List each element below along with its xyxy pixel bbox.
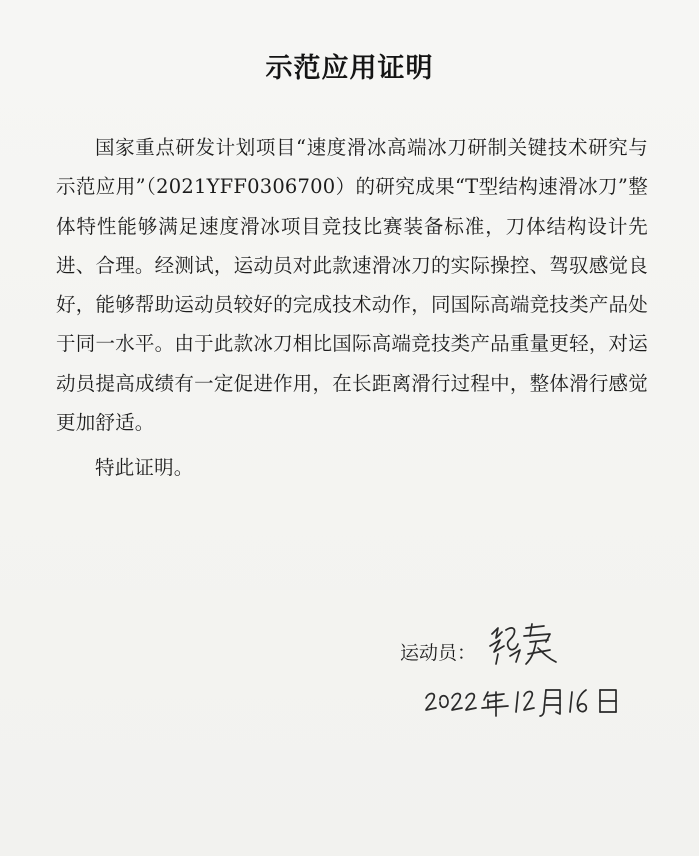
athlete-label: 运动员：: [400, 642, 477, 664]
handwritten-signature: [486, 620, 566, 670]
signature-block: [400, 618, 640, 728]
main-paragraph: 国家重点研发计划项目“速度滑冰高端冰刀研制关键技术研究与示范应用”（2021YFF0306700）的研究成果“T型结构速滑冰刀”整体特性能够满足速度滑冰项目竞技比赛装备标准，刀体结构设计先进、合理。经测试，运动员对此款速滑冰刀的实际操控、驾驭感觉良好，能够帮助运动员较好的完成技术动作，同国际高端竞技类产品处于同一水平。由于此款冰刀相比国际高端竞技类产品重量更轻，对运动员提高成绩有一定促进作用，在长距离滑行过程中，整体滑行感觉更加舒适。: [56, 136, 648, 435]
document-body: [56, 128, 648, 488]
handwritten-date: [422, 680, 622, 720]
document-title: 示范应用证明: [265, 53, 434, 84]
closing-paragraph: 特此证明。: [95, 456, 194, 480]
